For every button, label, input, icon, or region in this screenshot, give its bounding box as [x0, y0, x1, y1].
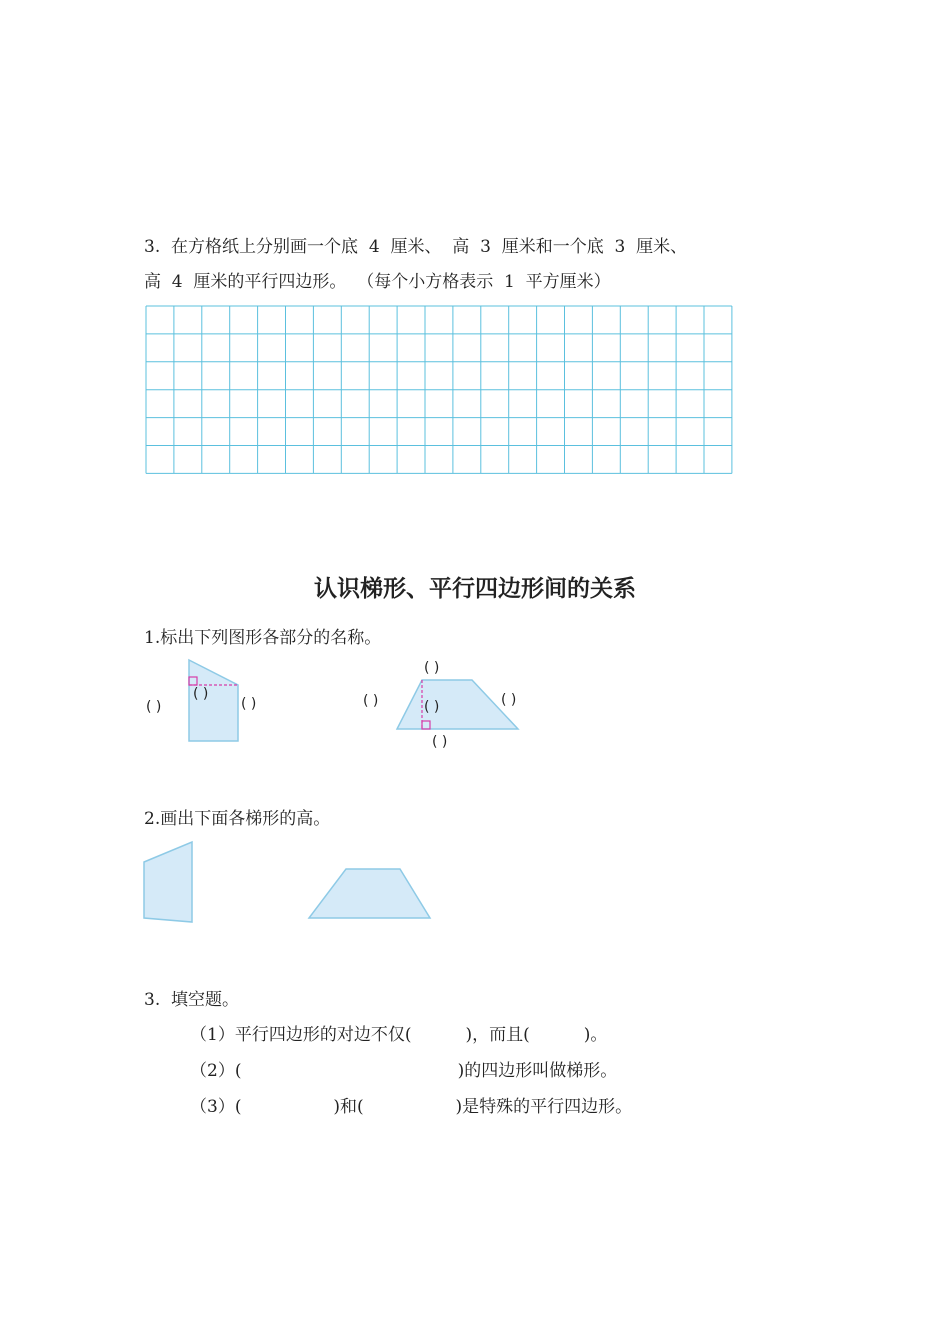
- label-paren: ( ): [501, 692, 517, 708]
- label-paren: ( ): [432, 734, 448, 750]
- q3-item2: （2）( )的四边形叫做梯形。: [190, 1061, 618, 1081]
- label-paren: ( ): [424, 660, 440, 676]
- q3-item1: （1）平行四边形的对边不仅( )，而且( )。: [190, 1025, 608, 1045]
- label-paren: ( ): [193, 686, 209, 702]
- trapezoid-figure: [397, 680, 518, 729]
- q1-text: 1.标出下列图形各部分的名称。: [144, 628, 382, 648]
- q3-text: 3. 填空题。: [144, 990, 240, 1010]
- label-paren: ( ): [363, 693, 379, 709]
- grid-paper: [146, 306, 732, 473]
- q3-top-line2: 高 4 厘米的平行四边形。 （每个小方格表示 1 平方厘米）: [144, 272, 611, 292]
- label-paren: ( ): [146, 699, 162, 715]
- label-paren: ( ): [241, 696, 257, 712]
- q3-top-line1: 3. 在方格纸上分别画一个底 4 厘米、 高 3 厘米和一个底 3 厘米、: [144, 237, 688, 257]
- q3-item3: （3）( )和( )是特殊的平行四边形。: [190, 1097, 633, 1117]
- section-title: 认识梯形、平行四边形间的关系: [314, 576, 636, 602]
- trapezoid-shape-1: [144, 842, 192, 922]
- q2-text: 2.画出下面各梯形的高。: [144, 809, 331, 829]
- trapezoid-shape-2: [309, 869, 430, 918]
- label-paren: ( ): [424, 699, 440, 715]
